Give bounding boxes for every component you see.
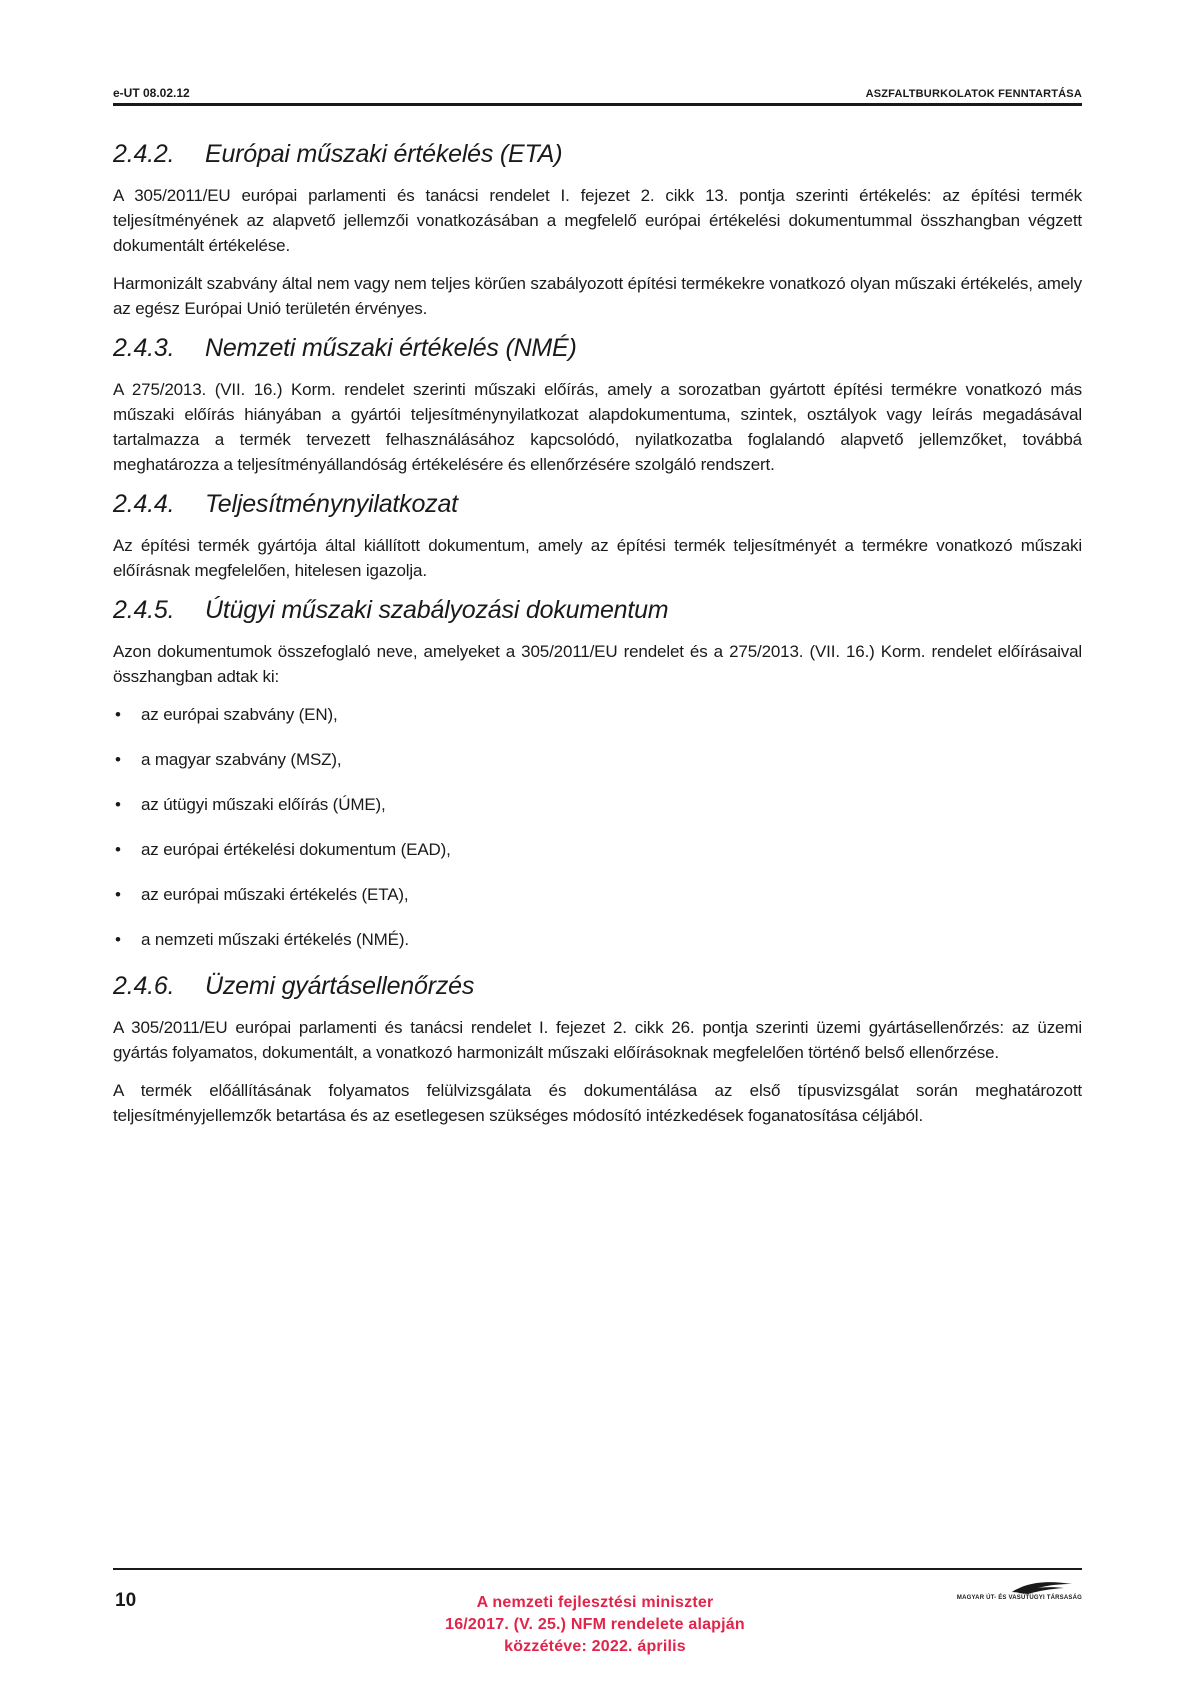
list-item-text: a magyar szabvány (MSZ),: [141, 750, 342, 769]
paragraph: A 305/2011/EU európai parlamenti és tanácsi rendelet I. fejezet 2. cikk 26. pontja szerinti üzemi gyártásellenőrzés: az üzemi gyártás folyamatos, dokumentált, a vonatkozó harmonizált műszaki előírásoknak megfelelően történő belső ellenőrzése.: [113, 1018, 1082, 1062]
stamp-line: A nemzeti fejlesztési miniszter: [476, 1594, 714, 1611]
section-title: Nemzeti műszaki értékelés (NMÉ): [205, 334, 577, 362]
section-heading: [113, 972, 1082, 1001]
list-item: [113, 792, 1082, 817]
section-heading: [113, 334, 1082, 363]
section-2-4-6: [113, 972, 1082, 1128]
list-item-text: az európai szabvány (EN),: [141, 705, 338, 724]
bullet-icon: •: [115, 930, 121, 949]
bullet-icon: •: [115, 840, 121, 859]
paragraph: Az építési termék gyártója által kiállított dokumentum, amely az építési termék teljesítményét a termékre vonatkozó műszaki előírásnak megfelelően, hitelesen igazolja.: [113, 536, 1082, 580]
logo-text: MAGYAR ÚT- ÉS VASÚTÜGYI TÁRSASÁG: [956, 1595, 1082, 1601]
paragraph: A 305/2011/EU európai parlamenti és tanácsi rendelet I. fejezet 2. cikk 13. pontja szerinti értékelés: az építési termék teljesítményének az alapvető jellemzői vonatkozásában a megfelelő európai értékelési dokumentummal összhangban végzett dokumentált értékelése.: [113, 186, 1082, 255]
list-item: [113, 882, 1082, 907]
bullet-icon: •: [115, 750, 121, 769]
document-body: [113, 140, 1082, 1141]
header-doc-code: e-UT 08.02.12: [113, 86, 190, 100]
footer-divider: [113, 1568, 1082, 1570]
section-number: 2.4.6.: [113, 972, 175, 1000]
bullet-icon: •: [115, 705, 121, 724]
section-2-4-5: [113, 596, 1082, 952]
section-title: Útügyi műszaki szabályozási dokumentum: [205, 596, 669, 624]
section-number: 2.4.3.: [113, 334, 175, 362]
section-number: 2.4.5.: [113, 596, 175, 624]
document-type-list: [113, 702, 1082, 952]
section-heading: [113, 596, 1082, 625]
list-item: [113, 927, 1082, 952]
section-title: Európai műszaki értékelés (ETA): [205, 140, 563, 168]
header-doc-title: ASZFALTBURKOLATOK FENNTARTÁSA: [865, 88, 1082, 100]
section-number: 2.4.2.: [113, 140, 175, 168]
section-2-4-2: [113, 140, 1082, 321]
bullet-icon: •: [115, 795, 121, 814]
list-item: [113, 702, 1082, 727]
bullet-icon: •: [115, 885, 121, 904]
section-2-4-3: [113, 334, 1082, 477]
list-item-text: az útügyi műszaki előírás (ÚME),: [141, 795, 386, 814]
section-heading: [113, 140, 1082, 169]
section-title: Teljesítménynyilatkozat: [205, 490, 458, 518]
list-item: [113, 747, 1082, 772]
paragraph: Harmonizált szabvány által nem vagy nem teljes körűen szabályozott építési termékekre vonatkozó olyan műszaki értékelés, amely az egész Európai Unió területén érvényes.: [113, 274, 1082, 318]
section-heading: [113, 490, 1082, 519]
section-2-4-4: [113, 490, 1082, 583]
list-item-text: a nemzeti műszaki értékelés (NMÉ).: [141, 930, 409, 949]
page-number: 10: [115, 1590, 137, 1611]
section-title: Üzemi gyártásellenőrzés: [205, 972, 475, 1000]
stamp-line: 16/2017. (V. 25.) NFM rendelete alapján: [445, 1616, 745, 1633]
paragraph: Azon dokumentumok összefoglaló neve, amelyeket a 305/2011/EU rendelet és a 275/2013. (VII. 16.) Korm. rendelet előírásaival összhangban adtak ki:: [113, 642, 1082, 686]
paragraph: A termék előállításának folyamatos felülvizsgálata és dokumentálása az első típusvizsgálat során meghatározott teljesítményjellemzők betartása és az esetlegesen szükséges módosító intézkedések foganatosítása céljából.: [113, 1081, 1082, 1125]
road-swoosh-logo-icon: [952, 1578, 1082, 1610]
list-item: [113, 837, 1082, 862]
paragraph: A 275/2013. (VII. 16.) Korm. rendelet szerinti műszaki előírás, amely a sorozatban gyártott építési termékre vonatkozó más műszaki előírás hiányában a gyártói teljesítménynyilatkozat alapdokumentuma, szintek, osztályok vagy leírás megadásával tartalmazza a termék tervezett felhasználásához kapcsolódó, nyilatkozatba foglalandó alapvető jellemzőket, továbbá meghatározza a teljesítményállandóság értékelésére és ellenőrzésére szolgáló rendszert.: [113, 380, 1082, 474]
header-divider: [113, 103, 1082, 106]
list-item-text: az európai értékelési dokumentum (EAD),: [141, 840, 451, 859]
section-number: 2.4.4.: [113, 490, 175, 518]
stamp-line: közzétéve: 2022. április: [504, 1638, 686, 1655]
list-item-text: az európai műszaki értékelés (ETA),: [141, 885, 409, 904]
